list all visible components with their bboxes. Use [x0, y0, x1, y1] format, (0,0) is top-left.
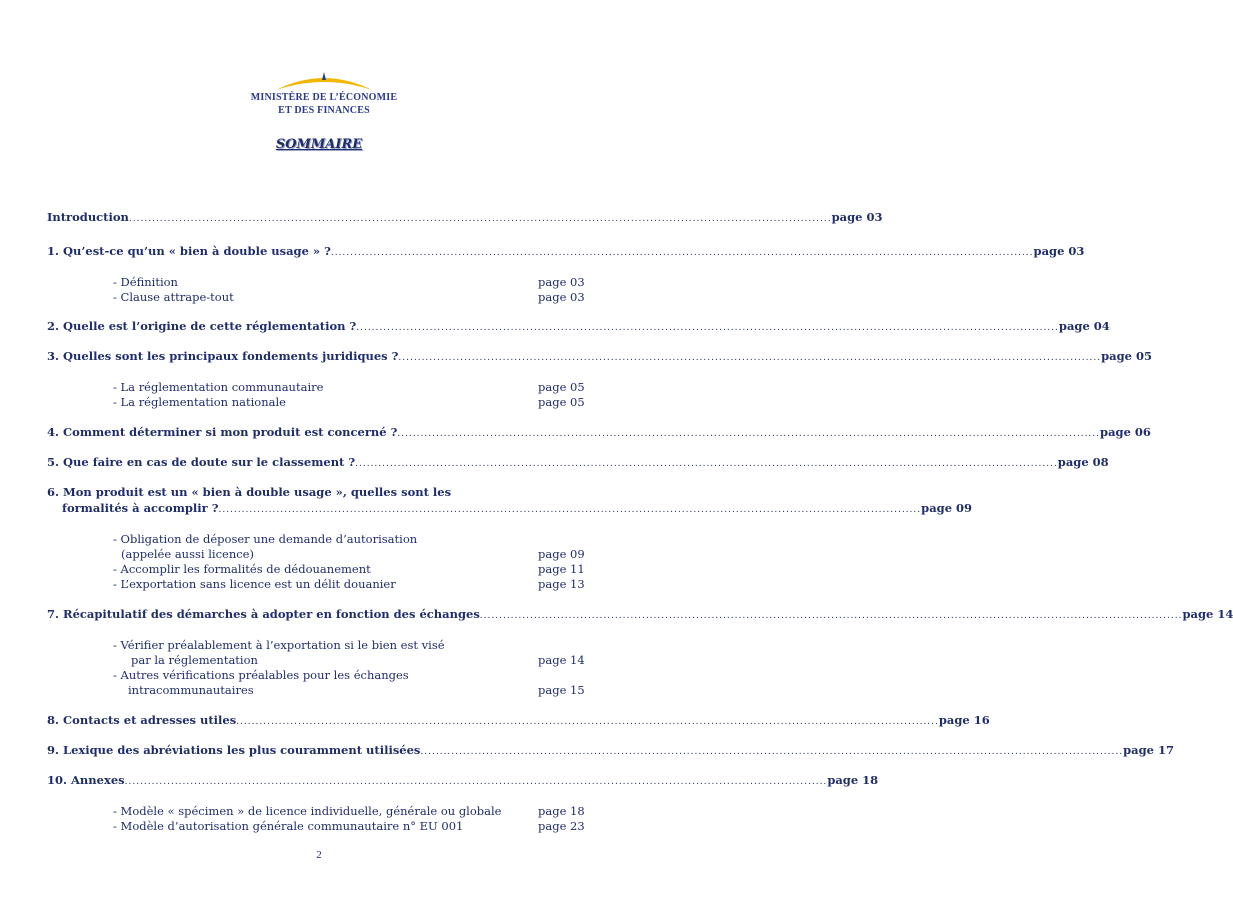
leader-dots [218, 505, 921, 515]
toc-subentry-6a [121, 547, 590, 563]
toc-subentry-6a-line-1 [113, 532, 590, 548]
leader-dots [355, 459, 1058, 469]
toc-subentry-7a [131, 653, 590, 669]
toc-subentry-6c [113, 577, 590, 593]
leader-dots [398, 353, 1101, 363]
toc-subentry-10a [113, 804, 590, 820]
toc-label: intracommunautaires [128, 683, 254, 697]
toc-subentry-6b [113, 562, 590, 578]
toc-page: page 05 [538, 380, 585, 394]
toc-label: 7. Récapitulatif des démarches à adopter en fonction des échanges [47, 607, 480, 621]
toc-page: page 06 [1100, 425, 1151, 439]
logo-line-2: ET DES FINANCES [278, 105, 370, 116]
toc-entry-2 [47, 319, 1110, 335]
toc-page: page 14 [538, 653, 585, 667]
toc-label: 9. Lexique des abréviations les plus couramment utilisées [47, 743, 421, 757]
toc-page: page 16 [938, 713, 990, 727]
toc-subentry-3b [113, 395, 590, 411]
logo-line-1: MINISTÈRE DE L’ÉCONOMIE [250, 92, 398, 103]
toc-entry-5 [47, 455, 1109, 471]
toc-entry-6 [62, 501, 973, 517]
toc-label: 1. Qu’est-ce qu’un « bien à double usage » ? [47, 244, 331, 258]
ministry-logo [244, 66, 404, 122]
toc-page: page 23 [538, 819, 585, 833]
toc-page: page 03 [538, 275, 585, 289]
toc-label: - L’exportation sans licence est un délit douanier [113, 577, 396, 591]
toc-label: 2. Quelle est l’origine de cette réglementation ? [47, 319, 357, 333]
leader-dots [125, 777, 828, 787]
toc-page: page 14 [1182, 607, 1233, 621]
toc-page: page 15 [538, 683, 585, 697]
page-number: 2 [316, 849, 322, 861]
toc-label: par la réglementation [131, 653, 258, 667]
leader-dots [397, 429, 1100, 439]
toc-entry-9 [47, 743, 1174, 759]
toc-label: - La réglementation nationale [113, 395, 286, 409]
leader-dots [331, 248, 1034, 258]
toc-entry-6-line-1 [47, 485, 590, 501]
toc-label: 3. Quelles sont les principaux fondements juridiques ? [47, 349, 399, 363]
toc-subentry-7a-line-1 [113, 638, 590, 654]
toc-subentry-7b-line-1 [113, 668, 590, 684]
leader-dots [356, 323, 1059, 333]
toc-label: formalités à accomplir ? [62, 501, 219, 515]
toc-page: page 18 [827, 773, 879, 787]
toc-page: page 17 [1123, 743, 1174, 757]
toc-page: page 03 [831, 210, 883, 224]
toc-entry-4 [47, 425, 1151, 441]
toc-label: - Modèle « spécimen » de licence individuelle, générale ou globale [113, 804, 502, 818]
toc-subentry-10b [113, 819, 590, 835]
toc-label: 6. Mon produit est un « bien à double usage », quelles sont les [47, 485, 452, 499]
sun-arc-icon [274, 66, 374, 92]
toc-page: page 08 [1057, 455, 1109, 469]
toc-entry-3 [47, 349, 1152, 365]
leader-dots [236, 717, 939, 727]
page-title: SOMMAIRE [275, 137, 363, 152]
toc-subentry-1a [113, 275, 590, 291]
toc-label: - La réglementation communautaire [113, 380, 324, 394]
leader-dots [129, 214, 832, 224]
toc-label: - Modèle d’autorisation générale communautaire n° EU 001 [113, 819, 464, 833]
toc-label: - Vérifier préalablement à l’exportation si le bien est visé [113, 638, 445, 652]
toc-page: page 09 [921, 501, 973, 515]
toc-entry-introduction [47, 210, 883, 226]
toc-entry-8 [47, 713, 990, 729]
toc-label: (appelée aussi licence) [121, 547, 254, 561]
toc-page: page 05 [538, 395, 585, 409]
leader-dots [480, 611, 1183, 621]
toc-page: page 03 [538, 290, 585, 304]
toc-page: page 13 [538, 577, 585, 591]
toc-label: - Autres vérifications préalables pour les échanges [113, 668, 409, 682]
toc-label: - Accomplir les formalités de dédouanement [113, 562, 371, 576]
toc-label: - Obligation de déposer une demande d’autorisation [113, 532, 418, 546]
toc-label: - Clause attrape-tout [113, 290, 234, 304]
toc-page: page 09 [538, 547, 585, 561]
leader-dots [420, 747, 1123, 757]
toc-label: 10. Annexes [47, 773, 125, 787]
toc-page: page 05 [1101, 349, 1152, 363]
toc-page: page 18 [538, 804, 585, 818]
toc-entry-1 [47, 244, 1085, 260]
toc-label: 8. Contacts et adresses utiles [47, 713, 237, 727]
toc-entry-7 [47, 607, 1233, 623]
toc-subentry-7b [128, 683, 590, 699]
toc-entry-10 [47, 773, 879, 789]
toc-label: 4. Comment déterminer si mon produit est concerné ? [47, 425, 398, 439]
toc-subentry-3a [113, 380, 590, 396]
toc-label: 5. Que faire en cas de doute sur le classement ? [47, 455, 356, 469]
toc-subentry-1b [113, 290, 590, 306]
toc-page: page 11 [538, 562, 585, 576]
toc-page: page 03 [1033, 244, 1085, 258]
toc-page: page 04 [1058, 319, 1110, 333]
toc-label: - Définition [113, 275, 178, 289]
toc-label: Introduction [47, 210, 129, 224]
